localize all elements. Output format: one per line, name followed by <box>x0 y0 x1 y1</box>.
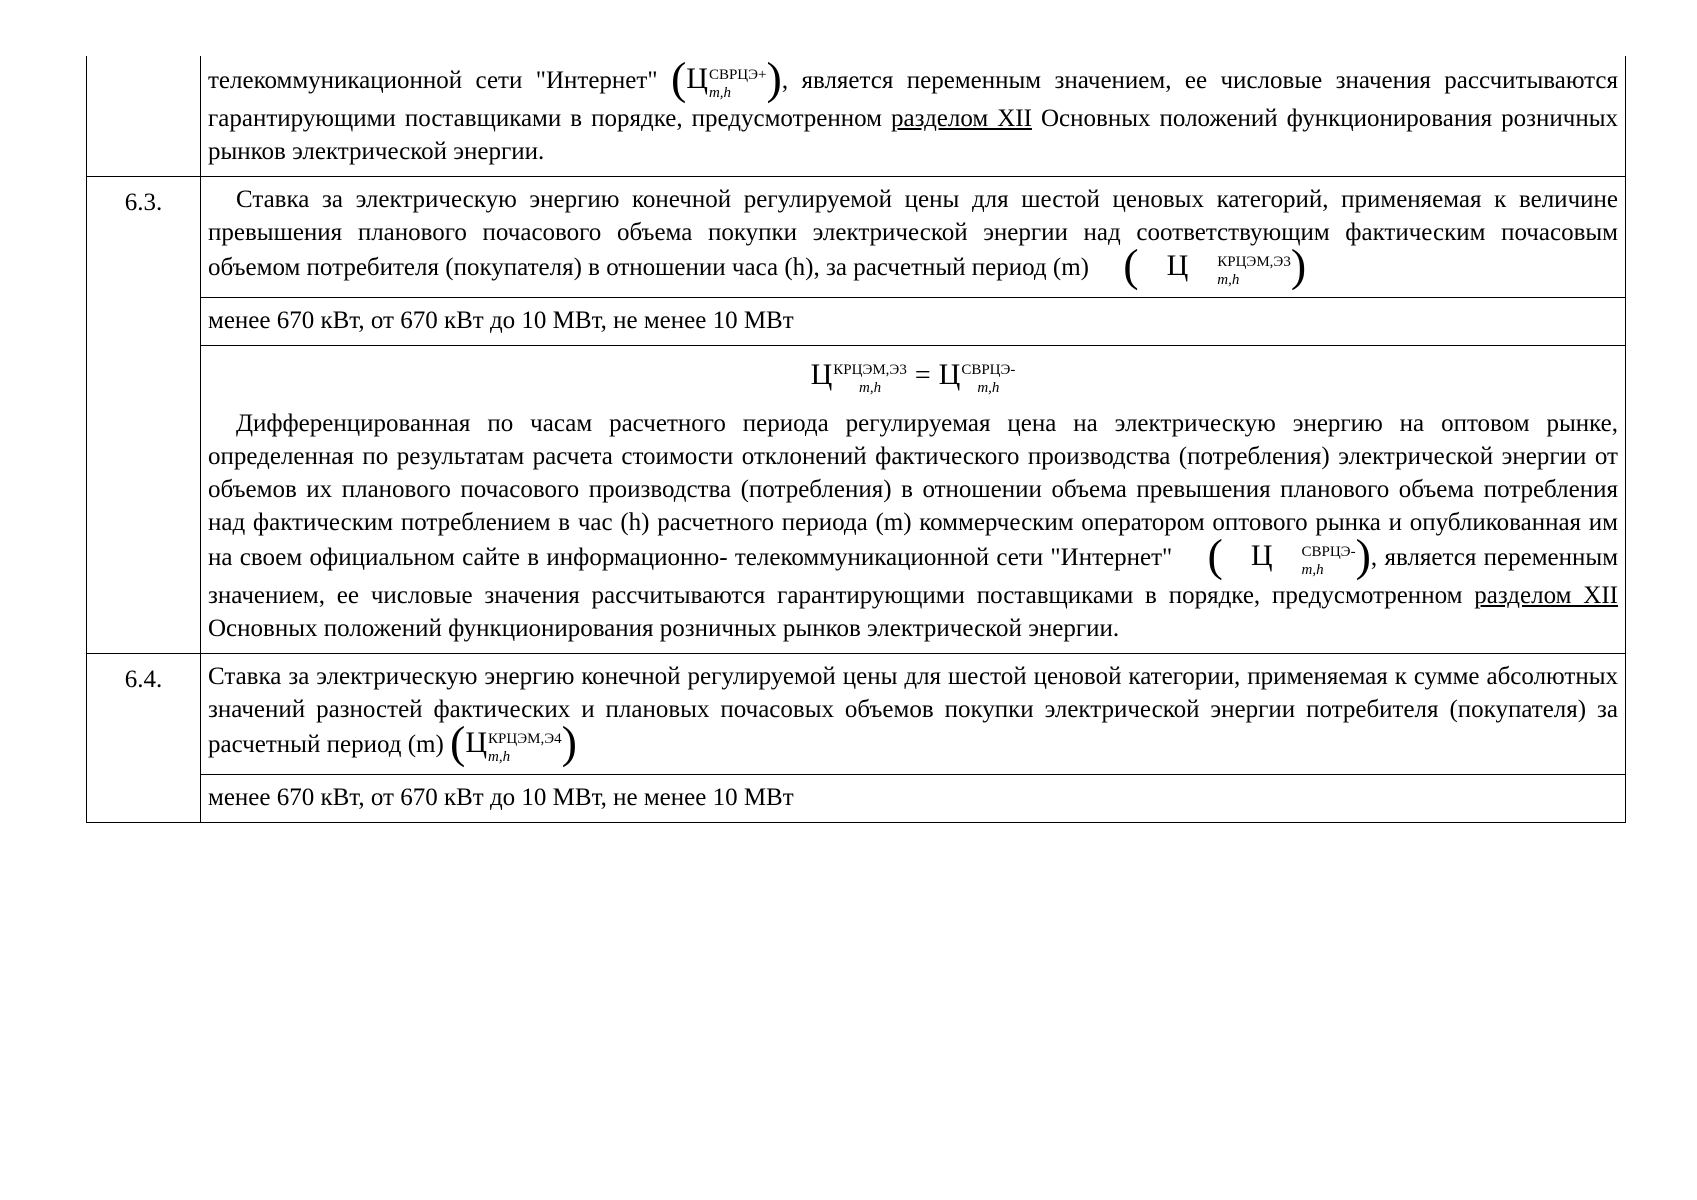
symbol-base: Ц <box>1166 248 1189 282</box>
symbol-subscript: m,h <box>1301 562 1324 578</box>
section-link[interactable]: разделом XII <box>891 104 1032 132</box>
text-fragment: Основных положений функционирования розничных рынков электрической энергии. <box>208 104 1618 165</box>
tariff-table <box>86 52 1626 823</box>
paragraph <box>208 660 1618 766</box>
row-text-cell <box>201 345 1626 654</box>
symbol-base: Ц <box>686 62 708 95</box>
symbol-base: Ц <box>938 357 961 391</box>
row-text-cell <box>201 52 1626 176</box>
price-symbol: ( Ц СВРЦЭ- m,h ) <box>1207 529 1371 581</box>
text-fragment: , является переменным значением, ее числовые значения рассчитываются гарантирующими поставщиками в порядке, предусмотренном <box>208 67 1619 132</box>
row-number-cell: 6.4. <box>87 654 201 823</box>
text-fragment: Ставка за электрическую энергию конечной регулируемой цены для шестой ценовых категорий, применяемая к величине превышения планового почасового объема покупки электрической энергии над соответствующим фактическим почасовым объемом потребителя (покупателя) в отношении часа (h), за расчетный период (m) <box>208 185 1618 281</box>
row-number-cell: 6.3. <box>87 176 201 653</box>
price-symbol: ( Ц КРЦЭМ,Э3 m,h ) <box>1123 239 1307 291</box>
symbol-subscript: m,h <box>708 84 732 101</box>
symbol-base: Ц <box>465 726 488 759</box>
symbol-subscript: m,h <box>488 748 511 765</box>
symbol-subscript: m,h <box>859 380 882 397</box>
table-row <box>87 654 1626 775</box>
table-row <box>87 345 1626 654</box>
table-row <box>87 176 1626 297</box>
paragraph <box>208 407 1618 645</box>
text-fragment: , является переменным значением, ее числовые значения рассчитываются гарантирующими поставщиками в порядке, предусмотренном <box>208 544 1619 609</box>
row-text-cell <box>201 654 1626 775</box>
paragraph <box>208 52 1619 168</box>
text-fragment: Основных положений функционирования розничных рынков электрической энергии. <box>208 615 1120 642</box>
text-fragment: Дифференцированная по часам расчетного периода регулируемая цена на электрическую энергию на оптовом рынке, определенная по результатам расчета стоимости отклонений фактического производства (потребления) электрической энергии от объемов их планового почасового производства (потребления) в отношении объема превышения планового объема потребления над фактическим потреблением в час (h) расчетного периода (m) коммерческим оператором оптового рынка и опубликованная им на своем официальном сайте в информационно- <box>208 410 1618 572</box>
section-link[interactable]: разделом XII <box>1474 582 1618 609</box>
formula-right-symbol <box>939 358 1016 398</box>
symbol-subscript: m,h <box>977 380 1000 397</box>
symbol-superscript: СВРЦЭ+ <box>708 66 767 83</box>
row-text-cell: менее 670 кВт, от 670 кВт до 10 МВт, не менее 10 МВт <box>201 774 1626 822</box>
price-symbol: (Ц СВРЦЭ+ m,h ) <box>670 52 782 104</box>
symbol-superscript: СВРЦЭ- <box>961 362 1016 379</box>
symbol-superscript: КРЦЭМ,Э4 <box>488 730 562 747</box>
text-fragment: телекоммуникационной сети "Интернет" <box>734 544 1180 572</box>
text-fragment: Ставка за электрическую энергию конечной регулируемой цены для шестой ценовой категории, применяемая к сумме абсолютных значений разностей фактических и плановых почасовых объемов покупки электрической энергии потребителя (покупателя) за расчетный период (m) <box>208 663 1618 758</box>
table-row <box>87 56 1626 176</box>
symbol-superscript: КРЦЭМ,Э3 <box>1217 253 1291 270</box>
text-fragment: телекоммуникационной сети "Интернет" <box>208 67 671 94</box>
symbol-superscript: КРЦЭМ,Э3 <box>833 362 907 379</box>
symbol-subscript: m,h <box>1217 271 1240 288</box>
equals-sign: = <box>914 359 931 391</box>
paragraph <box>208 183 1618 289</box>
formula <box>208 358 1618 398</box>
symbol-base: Ц <box>810 357 833 391</box>
symbol-base: Ц <box>1250 539 1273 573</box>
symbol-superscript: СВРЦЭ- <box>1301 544 1356 560</box>
table-row <box>87 774 1626 822</box>
table-row <box>87 297 1626 345</box>
price-symbol: (Ц КРЦЭМ,Э4 m,h ) <box>450 716 577 768</box>
row-text-cell <box>201 176 1626 297</box>
formula-left-symbol <box>811 358 907 398</box>
row-text-cell: менее 670 кВт, от 670 кВт до 10 МВт, не менее 10 МВт <box>201 297 1626 345</box>
row-number-cell <box>87 56 201 176</box>
